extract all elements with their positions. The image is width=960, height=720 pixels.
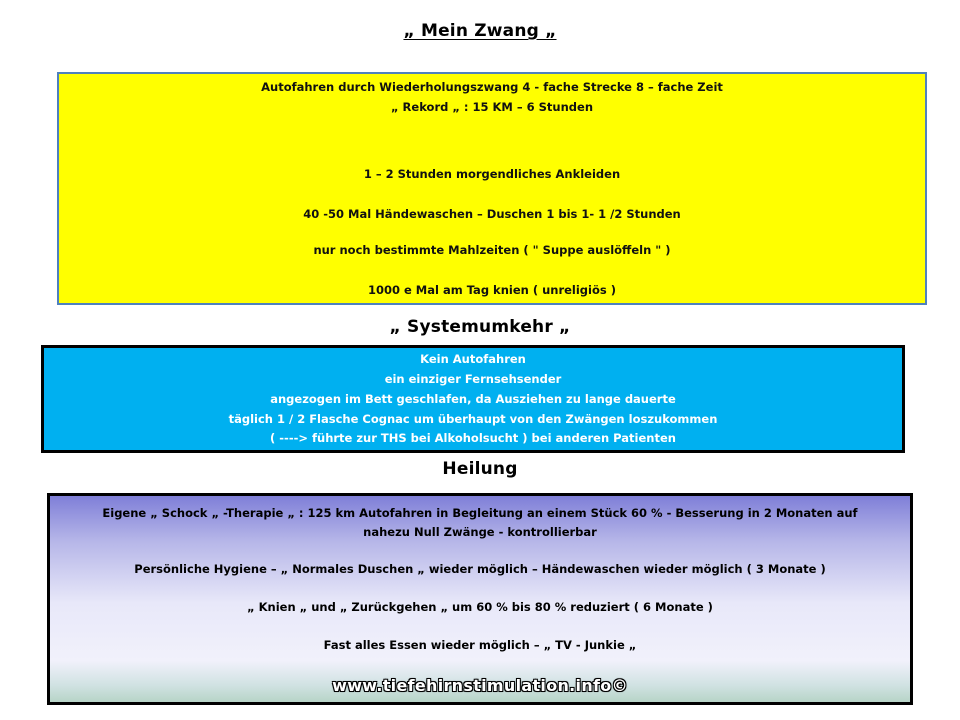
zwang-line-3: 1 – 2 Stunden morgendliches Ankleiden	[363, 167, 621, 181]
heilung-line-3: „ Knien „ und „ Zurückgehen „ um 60 % bis 80 % reduziert ( 6 Monate )	[247, 600, 713, 614]
heilung-line-1: Eigene „ Schock „ -Therapie „ : 125 km Autofahren in Begleitung an einem Stück 60 % - Besserung in 2 Monaten auf nahezu Null Zwänge - kontrollierbar	[102, 506, 858, 539]
website-watermark: www.tiefehirnstimulation.info©	[332, 676, 628, 695]
zwang-line-2: „ Rekord „ : 15 KM – 6 Stunden	[390, 100, 594, 114]
systemumkehr-line-1: Kein Autofahren	[420, 352, 526, 366]
heilung-line-2: Persönliche Hygiene – „ Normales Duschen „ wieder möglich – Händewaschen wieder möglich ( 3 Monate )	[134, 562, 826, 576]
mein-zwang-box	[57, 72, 927, 305]
heilung-box	[47, 493, 913, 705]
heading-systemumkehr: „ Systemumkehr „	[389, 317, 571, 337]
systemumkehr-line-5: ( ----> führte zur THS bei Alkoholsucht ) bei anderen Patienten	[270, 431, 676, 445]
zwang-line-5: nur noch bestimmte Mahlzeiten ( " Suppe auslöffeln " )	[313, 243, 671, 257]
heading-heilung: Heilung	[442, 459, 518, 479]
heading-mein-zwang: „ Mein Zwang „	[403, 21, 557, 41]
zwang-line-6: 1000 e Mal am Tag knien ( unreligiös )	[367, 283, 616, 297]
heilung-line-4: Fast alles Essen wieder möglich – „ TV - Junkie „	[323, 638, 637, 652]
systemumkehr-box	[41, 345, 905, 453]
systemumkehr-line-3: angezogen im Bett geschlafen, da Ausziehen zu lange dauerte	[270, 392, 676, 406]
systemumkehr-line-4: täglich 1 / 2 Flasche Cognac um überhaupt von den Zwängen loszukommen	[228, 412, 718, 426]
systemumkehr-line-2: ein einziger Fernsehsender	[384, 372, 562, 386]
zwang-line-4: 40 -50 Mal Händewaschen – Duschen 1 bis 1- 1 /2 Stunden	[303, 207, 681, 221]
zwang-line-1: Autofahren durch Wiederholungszwang 4 - fache Strecke 8 – fache Zeit	[261, 80, 723, 94]
